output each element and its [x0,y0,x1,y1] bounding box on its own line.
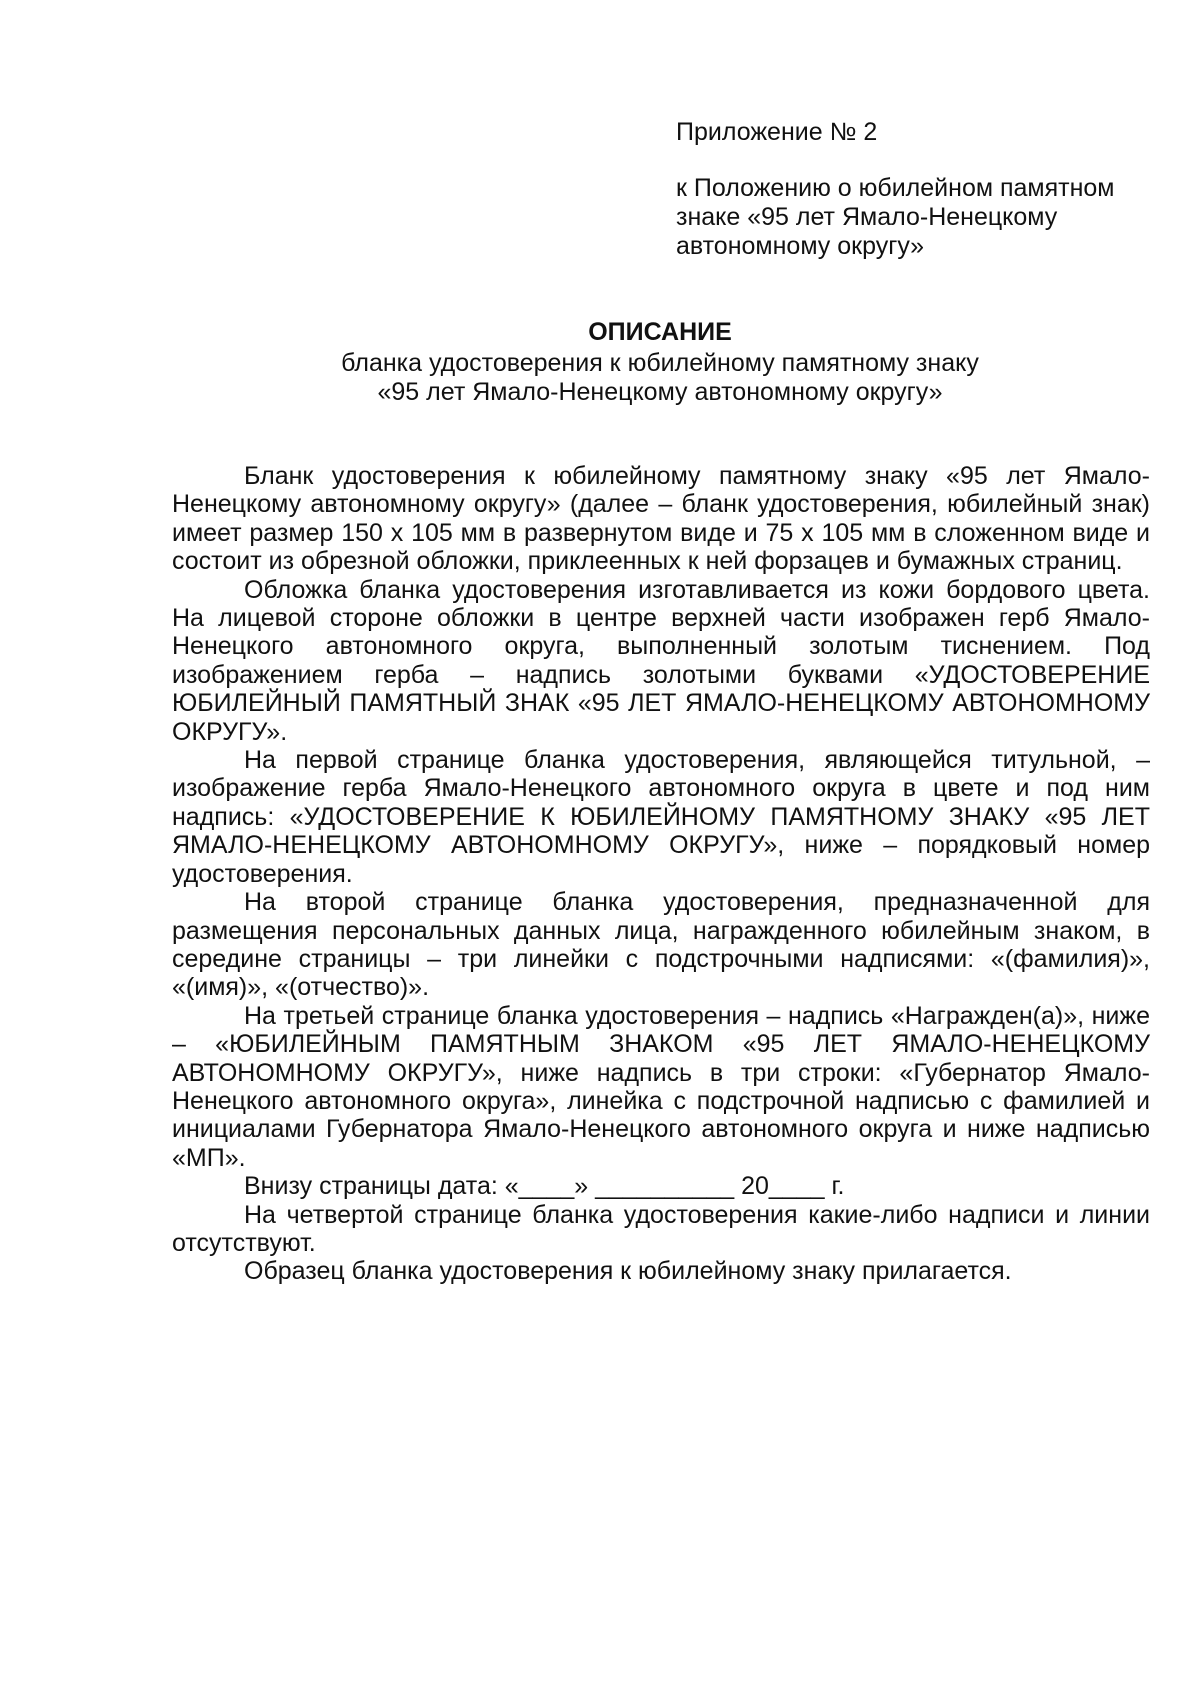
title-block [200,318,1120,407]
document-title: ОПИСАНИЕ [588,318,732,346]
paragraph-page-one: На первой странице бланка удостоверения, являющейся титульной, – изображение герба Ямало-Ненецкого автономного округа в цвете и под ним надпись: «УДОСТОВЕРЕНИЕ К ЮБИЛЕЙНОМУ ПАМЯТНОМУ ЗНАКУ «95 ЛЕТ ЯМАЛО-НЕНЕЦКОМУ АВТОНОМНОМУ ОКРУГУ», ниже – порядковый номер удостоверения. [172,746,1150,888]
document-body [172,462,1150,1286]
appendix-header [676,118,1136,261]
paragraph-date-line: Внизу страницы дата: «____» __________ 20____ г. [244,1172,845,1201]
document-subtitle-line-2: «95 лет Ямало-Ненецкому автономному округу» [377,378,943,406]
paragraph-page-four: На четвертой странице бланка удостоверения какие-либо надписи и линии отсутствуют. [172,1200,1150,1257]
appendix-number: Приложение № 2 [676,118,878,146]
paragraph-form-size: Бланк удостоверения к юбилейному памятному знаку «95 лет Ямало-Ненецкому автономному округу» (далее – бланк удостоверения, юбилейный знак) имеет размер 150 х 105 мм в развернутом виде и 75 х 105 мм в сложенном виде и состоит из обрезной обложки, приклеенных к ней форзацев и бумажных страниц. [172,462,1150,576]
paragraph-page-two: На второй странице бланка удостоверения, предназначенной для размещения персональных данных лица, награжденного юбилейным знаком, в середине страницы – три линейки с подстрочными надписями: «(фамилия)», «(имя)», «(отчество)». [172,888,1150,1002]
document-subtitle-line-1: бланка удостоверения к юбилейному памятному знаку [341,349,979,377]
paragraph-page-three: На третьей странице бланка удостоверения – надпись «Награжден(а)», ниже – «ЮБИЛЕЙНЫМ ПАМЯТНЫМ ЗНАКОМ «95 ЛЕТ ЯМАЛО-НЕНЕЦКОМУ АВТОНОМНОМУ ОКРУГУ», ниже надпись в три строки: «Губернатор Ямало-Ненецкого автономного округа», линейка с подстрочной надписью с фамилией и инициалами Губернатора Ямало-Ненецкого автономного округа и ниже надписью «МП». [172,1001,1150,1172]
appendix-reference: к Положению о юбилейном памятном знаке «95 лет Ямало-Ненецкому автономному округу» [676,174,1115,260]
paragraph-sample-attached: Образец бланка удостоверения к юбилейному знаку прилагается. [244,1257,1012,1286]
paragraph-cover: Обложка бланка удостоверения изготавливается из кожи бордового цвета. На лицевой стороне обложки в центре верхней части изображен герб Ямало-Ненецкого автономного округа, выполненный золотым тиснением. Под изображением герба – надпись золотыми буквами «УДОСТОВЕРЕНИЕ ЮБИЛЕЙНЫЙ ПАМЯТНЫЙ ЗНАК «95 ЛЕТ ЯМАЛО-НЕНЕЦКОМУ АВТОНОМНОМУ ОКРУГУ». [172,575,1150,746]
